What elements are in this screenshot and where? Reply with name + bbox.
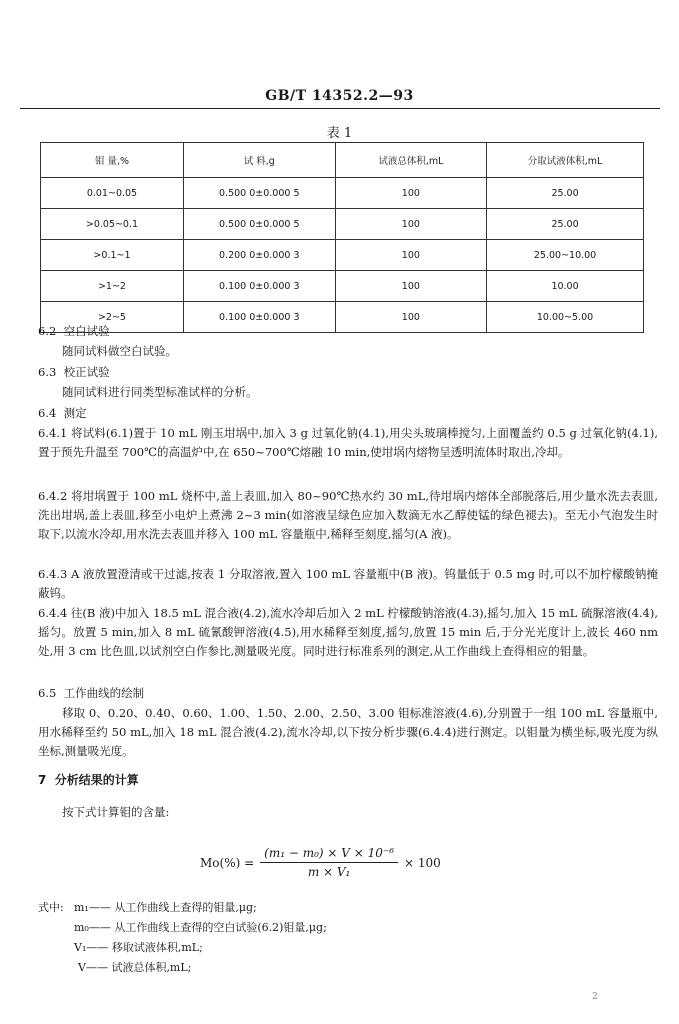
table-cell: 100 <box>335 240 487 271</box>
section-6-3-heading: 6.3 校正试验 <box>38 365 110 379</box>
formula-numerator: (m₁ − m₀) × V × 10⁻⁶ <box>260 846 398 863</box>
table-row <box>41 178 644 209</box>
table-header-cell: 钼 量,% <box>41 143 184 178</box>
formula-denominator: m × V₁ <box>307 865 351 879</box>
header-rule <box>20 108 660 109</box>
table-cell: 100 <box>335 178 487 209</box>
page-number: 2 <box>592 992 598 1002</box>
table-cell: 0.500 0±0.000 5 <box>183 178 335 209</box>
table-row <box>41 209 644 240</box>
table-cell: >1~2 <box>41 271 184 302</box>
table-cell: 0.100 0±0.000 3 <box>183 302 335 333</box>
formula-lhs: Mo(%) = <box>200 855 255 870</box>
table-header-cell: 分取试液体积,mL <box>487 143 644 178</box>
section-6-2-heading: 6.2 空白试验 <box>38 324 110 338</box>
table-cell: 10.00~5.00 <box>487 302 644 333</box>
where-item: V₁—— 移取试液体积,mL; <box>74 941 203 954</box>
section-6-3-body: 随同试料进行同类型标准试样的分析。 <box>62 385 258 399</box>
table-row <box>41 302 644 333</box>
table-row <box>41 240 644 271</box>
table-cell: 0.200 0±0.000 3 <box>183 240 335 271</box>
table-cell: >2~5 <box>41 302 184 333</box>
section-6-4-1: 6.4.1 将试料(6.1)置于 10 mL 刚玉坩埚中,加入 3 g 过氧化钠(4.1),用尖头玻璃棒搅匀,上面覆盖约 0.5 g 过氧化钠(4.1),置于预先升温至 700℃的高温炉中,在 650~700℃熔融 10 min,使坩埚内熔物呈透明流体时取出,冷却。 <box>38 426 658 459</box>
section-6-4-heading: 6.4 测定 <box>38 406 87 420</box>
section-7-heading: 7 分析结果的计算 <box>38 773 139 787</box>
table-cell: 25.00 <box>487 178 644 209</box>
table-cell: 25.00 <box>487 209 644 240</box>
section-6-5-body: 移取 0、0.20、0.40、0.60、1.00、1.50、2.00、2.50、3.00 钼标准溶液(4.6),分别置于一组 100 mL 容量瓶中,用水稀释至约 50 mL,加入 18 mL 混合液(4.2),流水冷却,以下按分析步骤(6.4.4)进行测定。以钼量为横坐标,吸光度为纵坐标,测量吸光度。 <box>38 706 658 758</box>
section-6-5-heading: 6.5 工作曲线的绘制 <box>38 686 145 700</box>
table-row <box>41 271 644 302</box>
document-header: GB/T 14352.2—93 <box>265 88 414 104</box>
where-prefix: 式中: <box>38 901 64 914</box>
table-cell: 100 <box>335 302 487 333</box>
table-cell: 0.01~0.05 <box>41 178 184 209</box>
table-cell: >0.05~0.1 <box>41 209 184 240</box>
table-header-cell: 试液总体积,mL <box>335 143 487 178</box>
table-cell: 0.500 0±0.000 5 <box>183 209 335 240</box>
table-cell: 100 <box>335 209 487 240</box>
table-cell: 10.00 <box>487 271 644 302</box>
section-6-4-3: 6.4.3 A 液放置澄清或干过滤,按表 1 分取溶液,置入 100 mL 容量瓶中(B 液)。钨量低于 0.5 mg 时,可以不加柠檬酸钠掩蔽钨。 <box>38 567 658 600</box>
where-item: V—— 试液总体积,mL; <box>78 961 192 974</box>
where-item: m₀—— 从工作曲线上查得的空白试验(6.2)钼量,μg; <box>74 921 327 934</box>
section-6-4-4: 6.4.4 往(B 液)中加入 18.5 mL 混合液(4.2),流水冷却后加入 2 mL 柠檬酸钠溶液(4.3),摇匀,加入 15 mL 硫脲溶液(4.4),摇匀。放置 5 min,加入 8 mL 硫氰酸钾溶液(4.5),用水稀释至刻度,摇匀,放置 15 min 后,于分光光度计上,波长 460 nm 处,用 3 cm 比色皿,以试剂空白作参比,测量吸光度。同时进行标准系列的测定,从工作曲线上查得相应的钼量。 <box>38 606 658 658</box>
section-7-intro: 按下式计算钼的含量: <box>62 805 170 819</box>
table-1 <box>40 142 644 333</box>
table-header-row <box>41 143 644 178</box>
table-header-cell: 试 料,g <box>183 143 335 178</box>
table-cell: 25.00~10.00 <box>487 240 644 271</box>
table-cell: >0.1~1 <box>41 240 184 271</box>
section-6-4-2: 6.4.2 将坩埚置于 100 mL 烧杯中,盖上表皿,加入 80~90℃热水约 30 mL,待坩埚内熔体全部脱落后,用少量水洗去表皿,洗出坩埚,盖上表皿,移至小电炉上煮沸 2~3 min(如溶液呈绿色应加入数滴无水乙醇使锰的绿色褪去)。至无小气泡发生时取下,以流水冷却,用水洗去表皿并移入 100 mL 容量瓶中,稀释至刻度,摇匀(A 液)。 <box>38 489 658 541</box>
where-item: m₁—— 从工作曲线上查得的钼量,μg; <box>74 901 257 914</box>
table-cell: 0.100 0±0.000 3 <box>183 271 335 302</box>
section-6-2-body: 随同试料做空白试验。 <box>62 344 177 358</box>
table-title: 表 1 <box>326 126 353 141</box>
formula-fraction <box>260 846 398 879</box>
table-cell: 100 <box>335 271 487 302</box>
molybdenum-formula <box>200 846 441 879</box>
formula-factor: × 100 <box>404 855 441 870</box>
